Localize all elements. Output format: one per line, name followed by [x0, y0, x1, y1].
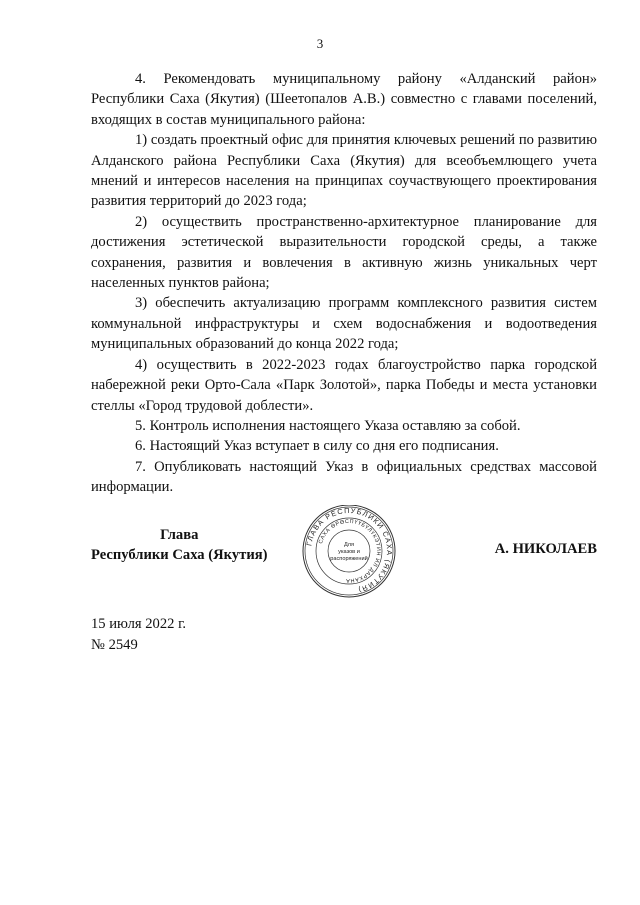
- paragraph-subitem-2: 2) осуществить пространственно-архитектурное планирование для достижения эстетической выразительности городской среды, а также сохранения, развития и вовлечения в активную жизнь уникальных черт населенных пунктов района;: [91, 213, 597, 292]
- paragraph-item-4: 4. Рекомендовать муниципальному району «Алданский район» Республики Саха (Якутия) (Шеетопалов А.В.) совместно с главами поселений, входящих в состав муниципального района:: [91, 71, 597, 128]
- seal-center-line2: указов и: [338, 549, 360, 555]
- signatory-title: [91, 525, 267, 566]
- seal-outer-text: ГЛАВА РЕСПУБЛИКИ САХА (ЯКУТИЯ): [304, 505, 395, 595]
- paragraph-item-6: 6. Настоящий Указ вступает в силу со дня его подписания.: [135, 438, 499, 455]
- paragraph-subitem-3: 3) обеспечить актуализацию программ комплексного развития систем коммунальной инфраструктуры и схем водоснабжения и водоотведения муниципальных образований до конца 2022 года;: [91, 295, 597, 353]
- seal-center-line1: Для: [343, 542, 355, 548]
- paragraph-subitem-4: 4) осуществить в 2022-2023 годах благоустройство парка городской набережной реки Орто-Сала «Парк Золотой», парка Победы и места установки стеллы «Город трудовой доблести».: [91, 356, 597, 414]
- paragraph-item-5: 5. Контроль исполнения настоящего Указа оставляю за собой.: [135, 417, 521, 434]
- seal-inner-text: САХА ӨРӨСПҮҮБҮЛҮКЭТИН ИЛ ДАРХАНА: [318, 518, 382, 584]
- page-number: 3: [316, 36, 324, 51]
- signatory-title-line2: Республики Саха (Якутия): [91, 547, 268, 564]
- official-seal-stamp: [287, 505, 411, 601]
- document-number: № 2549: [91, 637, 138, 653]
- document-date-number: [91, 614, 186, 656]
- document-date: 15 июля 2022 г.: [91, 616, 187, 632]
- paragraph-item-7: 7. Опубликовать настоящий Указ в официальных средствах массовой информации.: [91, 458, 597, 496]
- signatory-title-line1: Глава: [160, 527, 199, 543]
- document-body: [91, 69, 597, 498]
- seal-center-line3: распоряжений: [330, 556, 368, 562]
- paragraph-subitem-1: 1) создать проектный офис для принятия ключевых решений по развитию Алданского района Республики Саха (Якутия) для всеобъемлющего учета мнений и интересов населения на принципах соучаствующего проектирования развития территорий до 2023 года;: [91, 132, 597, 210]
- signature-block: [91, 505, 597, 597]
- signatory-name: А. НИКОЛАЕВ: [494, 541, 597, 557]
